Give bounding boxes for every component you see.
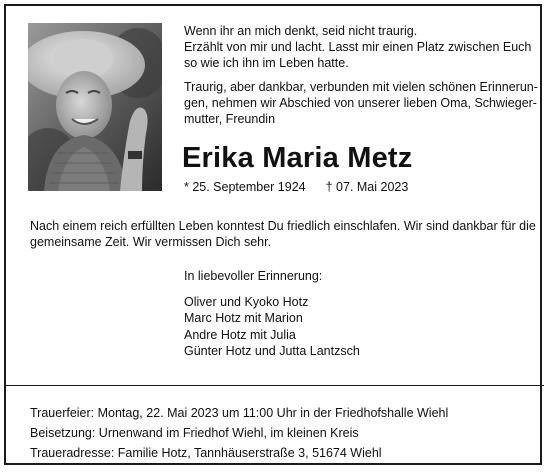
life-dates	[184, 180, 408, 194]
poem-line: Wenn ihr an mich denkt, seid nicht traurig.	[184, 24, 418, 38]
funeral-details	[30, 403, 448, 463]
mourners-block	[184, 268, 360, 360]
mourners-intro: In liebevoller Erinnerung:	[184, 269, 323, 283]
poem-line: so wie ich ihn im Leben hatte.	[184, 56, 349, 70]
message-line: Nach einem reich erfüllten Leben konntest Du friedlich einschlafen. Wir sind dankbar für die	[30, 219, 536, 233]
portrait-photo	[28, 23, 162, 191]
death-date: † 07. Mai 2023	[325, 180, 409, 194]
message-line: gemeinsame Zeit. Wir vermissen Dich sehr.	[30, 235, 272, 249]
farewell-line: mutter, Freundin	[184, 112, 276, 126]
portrait-image	[28, 23, 162, 191]
farewell-line: gen, nehmen wir Abschied von unserer lieben Oma, Schwieger-	[184, 96, 537, 110]
deceased-name: Erika Maria Metz	[182, 142, 413, 174]
message-block	[30, 218, 536, 250]
poem-line: Erzählt von mir und lacht. Lasst mir einen Platz zwischen Euch	[184, 40, 532, 54]
burial-info: Beisetzung: Urnenwand im Friedhof Wiehl, im kleinen Kreis	[30, 426, 359, 440]
funeral-service: Trauerfeier: Montag, 22. Mai 2023 um 11:00 Uhr in der Friedhofshalle Wiehl	[30, 406, 449, 420]
mourner-name: Andre Hotz mit Julia	[184, 327, 296, 342]
mourner-name: Oliver und Kyoko Hotz	[184, 294, 309, 309]
farewell-line: Traurig, aber dankbar, verbunden mit vielen schönen Erinnerun-	[184, 80, 538, 94]
mourning-address: Traueradresse: Familie Hotz, Tannhäuserstraße 3, 51674 Wiehl	[30, 446, 382, 460]
poem-block	[184, 23, 538, 127]
mourner-name: Günter Hotz und Jutta Lantzsch	[184, 344, 360, 358]
section-divider	[6, 385, 544, 386]
birth-date: * 25. September 1924	[184, 180, 306, 194]
mourner-name: Marc Hotz mit Marion	[184, 311, 303, 325]
